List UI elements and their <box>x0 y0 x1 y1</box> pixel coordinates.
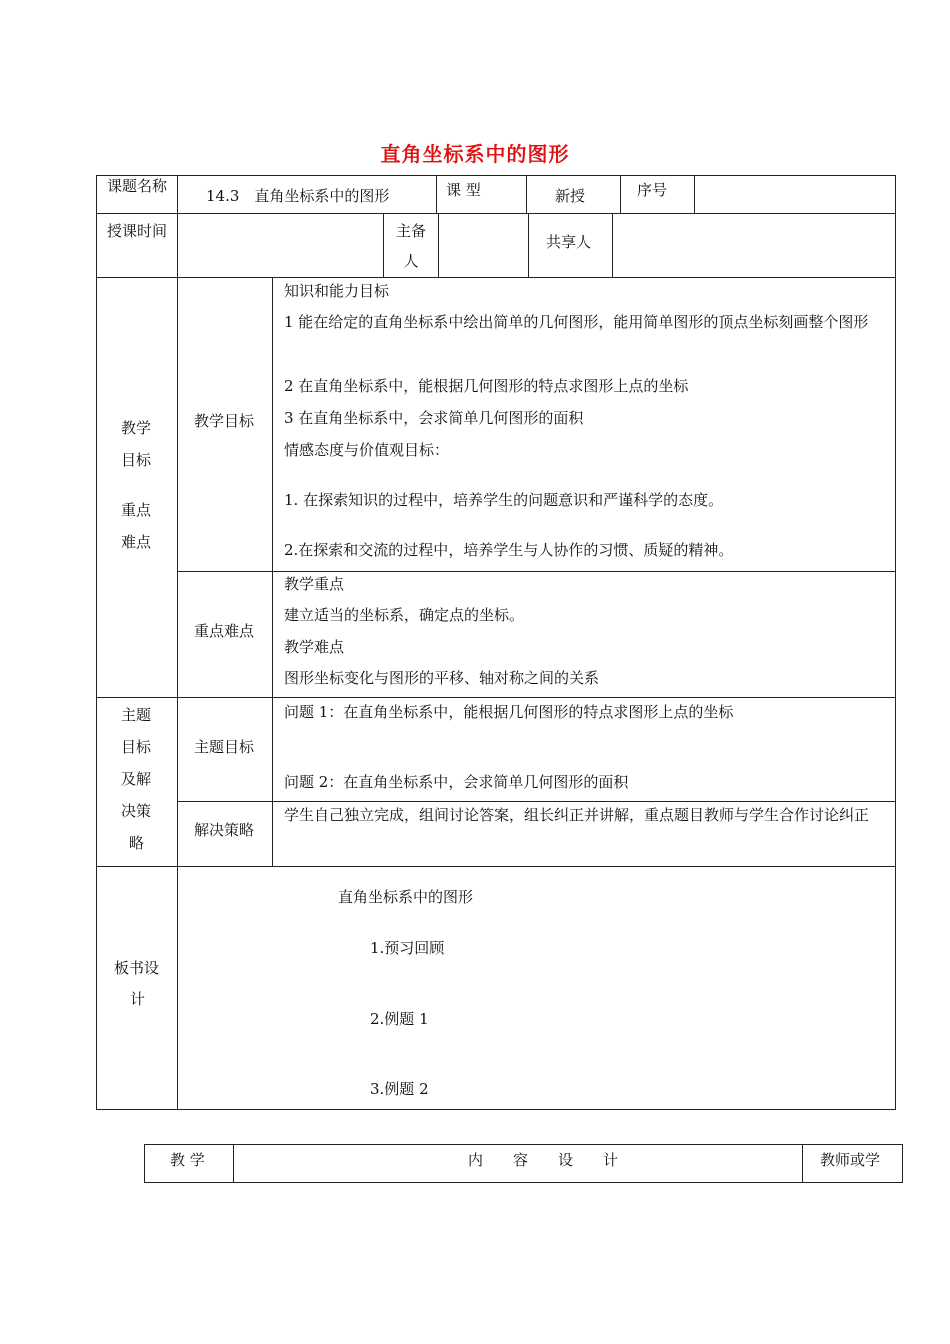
preparer-label: 主备人 <box>395 222 426 270</box>
col-divider <box>272 277 273 866</box>
goals-section-label: 教学 <box>121 419 152 437</box>
theme-section-label: 主题 <box>121 706 152 724</box>
goals-section-label: 重点 <box>121 501 152 519</box>
board-heading: 直角坐标系中的图形 <box>338 888 474 906</box>
board-label: 计 <box>130 990 146 1008</box>
knowledge-heading: 知识和能力目标 <box>284 282 390 300</box>
emotion-heading: 情感态度与价值观目标： <box>284 441 450 459</box>
keypoints-label: 重点难点 <box>194 622 255 640</box>
goals-section-label: 难点 <box>121 533 152 551</box>
col-divider <box>438 213 439 277</box>
row-divider <box>96 277 896 278</box>
difficulty-text: 图形坐标变化与图形的平移、轴对称之间的关系 <box>284 669 600 687</box>
sharer-label: 共享人 <box>546 233 592 251</box>
theme-section-label: 略 <box>129 834 145 852</box>
board-item: 1.预习回顾 <box>370 939 445 957</box>
objective-item: 3 在直角坐标系中，会求简单几何图形的面积 <box>284 409 584 427</box>
difficulty-heading: 教学难点 <box>284 638 345 656</box>
topic-value: 14.3 直角坐标系中的图形 <box>206 187 390 205</box>
sequence-label: 序号 <box>637 181 668 199</box>
page-title: 直角坐标系中的图形 <box>380 142 570 166</box>
col-divider <box>620 175 621 213</box>
theme-section-label: 及解 <box>121 770 152 788</box>
objectives-label: 教学目标 <box>194 412 255 430</box>
bottom-col-content: 内 容 设 计 <box>468 1151 619 1169</box>
row-divider <box>96 213 896 214</box>
objective-item: 1 能在给定的直角坐标系中绘出简单的几何图形，能用简单图形的顶点坐标刻画整个图形 <box>284 313 869 331</box>
teaching-time-label: 授课时间 <box>106 222 167 240</box>
col-divider <box>177 277 178 1110</box>
board-item: 3.例题 2 <box>370 1080 429 1098</box>
focus-text: 建立适当的坐标系，确定点的坐标。 <box>284 606 525 624</box>
col-divider <box>612 213 613 277</box>
theme-question: 问题 2：在直角坐标系中，会求简单几何图形的面积 <box>284 773 629 791</box>
emotion-item: 2.在探索和交流的过程中，培养学生与人协作的习惯、质疑的精神。 <box>284 541 734 559</box>
emotion-item: 1. 在探索知识的过程中，培养学生的问题意识和严谨科学的态度。 <box>284 491 724 509</box>
theme-target-label: 主题目标 <box>194 738 255 756</box>
bottom-col-teaching: 教 学 <box>170 1151 205 1169</box>
goals-section-label: 目标 <box>121 451 152 469</box>
theme-section-label: 目标 <box>121 738 152 756</box>
col-divider <box>177 175 178 213</box>
col-divider <box>694 175 695 213</box>
topic-label: 课题名称 <box>106 177 167 195</box>
col-divider <box>233 1144 234 1183</box>
strategy-label: 解决策略 <box>194 821 255 839</box>
col-divider <box>383 213 384 277</box>
course-type-value: 新授 <box>555 187 586 205</box>
course-type-label: 课 型 <box>446 181 481 199</box>
col-divider <box>802 1144 803 1183</box>
col-divider <box>177 213 178 277</box>
row-divider <box>177 571 896 572</box>
col-divider <box>528 213 529 277</box>
theme-question: 问题 1：在直角坐标系中，能根据几何图形的特点求图形上点的坐标 <box>284 703 734 721</box>
focus-heading: 教学重点 <box>284 575 345 593</box>
bottom-col-teacher: 教师或学 <box>820 1151 881 1169</box>
col-divider <box>436 175 437 213</box>
board-item: 2.例题 1 <box>370 1010 429 1028</box>
strategy-text: 学生自己独立完成，组间讨论答案，组长纠正并讲解，重点题目教师与学生合作讨论纠正 <box>284 806 870 824</box>
col-divider <box>526 175 527 213</box>
board-label: 板书设 <box>114 959 160 977</box>
row-divider <box>96 697 896 698</box>
row-divider <box>96 866 896 867</box>
objective-item: 2 在直角坐标系中，能根据几何图形的特点求图形上点的坐标 <box>284 377 689 395</box>
theme-section-label: 决策 <box>121 802 152 820</box>
